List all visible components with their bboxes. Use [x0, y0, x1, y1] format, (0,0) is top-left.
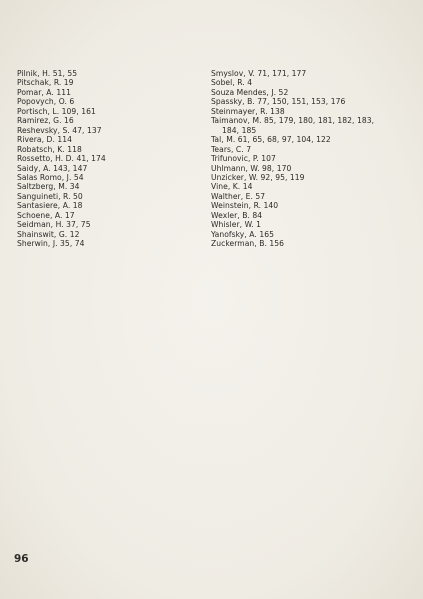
- index-entry: Tears, C. 7: [211, 144, 252, 154]
- index-entry: Wexler, B. 84: [211, 210, 263, 220]
- index-entry: Sherwin, J. 35, 74: [17, 239, 85, 249]
- index-entry: Salas Romo, J. 54: [17, 172, 84, 182]
- index-entry: Schoene, A. 17: [17, 210, 75, 220]
- index-entry: Tal, M. 61, 65, 68, 97, 104, 122: [211, 135, 331, 145]
- index-entry: Zuckerman, B. 156: [211, 239, 285, 249]
- index-entry: Rivera, D. 114: [17, 135, 73, 145]
- index-entry: Walther, E. 57: [211, 191, 266, 201]
- index-entry: Pilnik, H. 51, 55: [17, 69, 78, 78]
- index-entry: Santasiere, A. 18: [17, 201, 83, 211]
- index-entry: Spassky, B. 77, 150, 151, 153, 176: [211, 97, 346, 107]
- index-entry: Portisch, L. 109, 161: [17, 106, 96, 116]
- index-entry: Seidman, H. 37, 75: [17, 220, 91, 230]
- index-entry: Popovych, O. 6: [17, 97, 75, 107]
- index-entry: Saltzberg, M. 34: [17, 182, 80, 192]
- page-number: 96: [14, 553, 29, 565]
- index-entry-continuation: 184, 185: [222, 125, 257, 135]
- index-entry: Whisler, W. 1: [211, 220, 262, 230]
- index-entry: Sanguineti, R. 50: [17, 191, 83, 201]
- index-entry: Yanofsky, A. 165: [211, 229, 274, 239]
- index-entry: Ramirez, G. 16: [17, 116, 74, 126]
- index-entry: Souza Mendes, J. 52: [211, 87, 289, 97]
- index-entry: Vine, K. 14: [211, 182, 253, 192]
- index-column-right: [211, 69, 411, 249]
- index-entry: Shainswit, G. 12: [17, 229, 80, 239]
- index-entry: Saidy, A. 143, 147: [17, 163, 88, 173]
- index-entry: Pomar, A. 111: [17, 87, 71, 97]
- index-entry: Reshevsky, S. 47, 137: [17, 125, 102, 135]
- index-entry: Steinmayer, R. 138: [211, 106, 285, 116]
- index-entry: Smyslov, V. 71, 171, 177: [211, 69, 307, 78]
- index-entry: Unzicker, W. 92, 95, 119: [211, 172, 305, 182]
- index-entry: Pitschak, R. 19: [17, 78, 74, 88]
- index-entry: Trifunovic, P. 107: [211, 154, 276, 164]
- index-entry: Taimanov, M. 85, 179, 180, 181, 182, 183,: [211, 116, 375, 126]
- index-entry: Rossetto, H. D. 41, 174: [17, 154, 106, 164]
- index-entry: Weinstein, R. 140: [211, 201, 279, 211]
- index-entry: Uhlmann, W. 98, 170: [211, 163, 292, 173]
- index-column-left: [17, 69, 197, 249]
- index-entry: Sobel, R. 4: [211, 78, 253, 88]
- index-entry: Robatsch, K. 118: [17, 144, 82, 154]
